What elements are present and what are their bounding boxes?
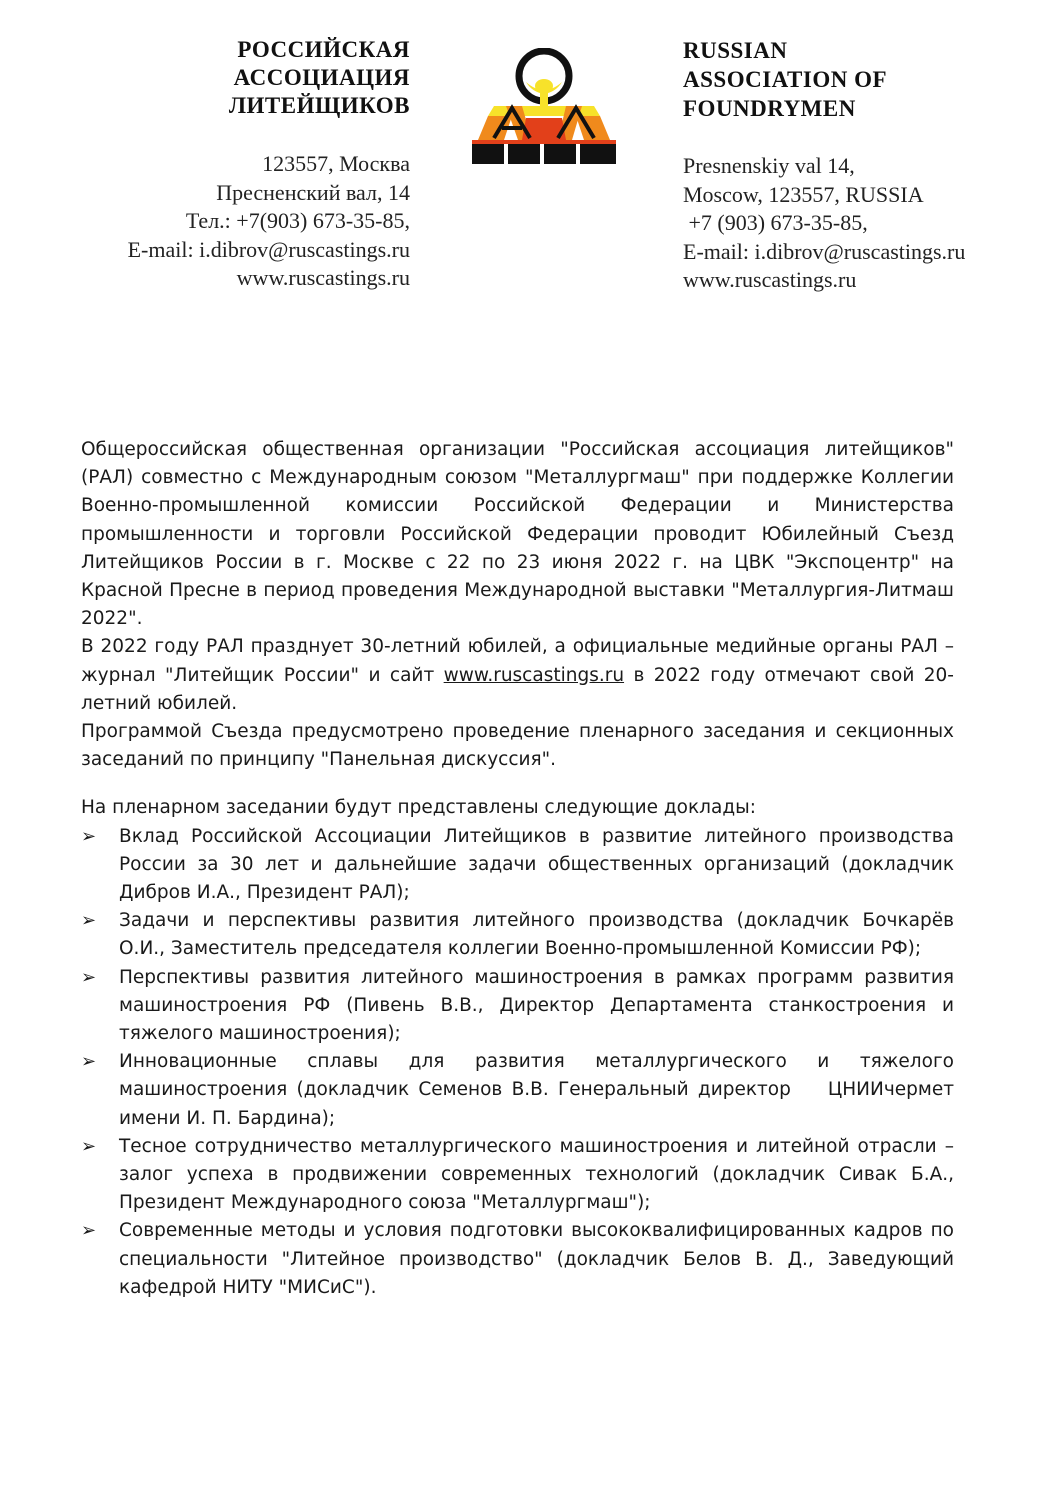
arrowhead-bullet-icon: ➢: [81, 910, 97, 932]
jubilee-text-end: в 2022 году отмечают свой 20-летний юбилей.: [81, 664, 954, 714]
address-ru: [128, 150, 410, 293]
arrowhead-bullet-icon: ➢: [81, 825, 97, 847]
letterhead: [0, 0, 1060, 320]
org-name-en-line: FOUNDRYMEN: [683, 96, 856, 121]
report-text: Вклад Российской Ассоциации Литейщиков в развитие литейного производства России за 30 лет и дальнейшие задачи общественных организаций (докладчик Дибров И.А., Президент РАЛ);: [119, 825, 954, 904]
list-item: [81, 907, 954, 963]
ladle-logo-icon: [464, 48, 624, 168]
arrowhead-bullet-icon: ➢: [81, 1135, 97, 1157]
report-text: Инновационные сплавы для развития металлургического и тяжелого машиностроения (докладчик Семенов В.В. Генеральный директор ЦНИИчермет имени И. П. Бардина);: [119, 1051, 960, 1129]
report-text: Современные методы и условия подготовки высококвалифицированных кадров по специальности "Литейное производство" (докладчик Белов В. Д., Заведующий кафедрой НИТУ "МИСиС").: [119, 1220, 954, 1298]
address-ru-line: 123557, Москва: [262, 151, 410, 176]
report-text: Задачи и перспективы развития литейного производства (докладчик Бочкарёв О.И., Заместитель председателя коллегии Военно-промышленной Комиссии РФ);: [119, 910, 954, 960]
phone-ru: Тел.: +7(903) 673-35-85,: [185, 208, 410, 233]
paragraph-reports-intro: На пленарном заседании будут представлены следующие доклады:: [81, 797, 756, 819]
address-en: [683, 152, 965, 295]
paragraph-intro: Общероссийская общественная организации "Российская ассоциация литейщиков" (РАЛ) совместно с Международным союзом "Металлургмаш" при поддержке Коллегии Военно-промышленной комиссии Российской Федерации и Министерства промышленности и торговли Российской Федерации проводит Юбилейный Съезд Литейщиков России в г. Москве с 22 по 23 июня 2022 г. на ЦВК "Экспоцентр" на Красной Пресне в период проведения Международной выставки "Металлургия-Литмаш 2022".: [81, 439, 954, 630]
org-name-ru-line: ЛИТЕЙЩИКОВ: [228, 93, 410, 118]
paragraph-jubilee: [81, 633, 954, 718]
list-item: [81, 1048, 960, 1133]
email-en[interactable]: E-mail: i.dibrov@ruscastings.ru: [683, 238, 966, 264]
org-name-ru: [229, 36, 410, 120]
reports-list: [81, 823, 960, 1302]
letter-body: [81, 436, 960, 1302]
report-text: Перспективы развития литейного машиностроения в рамках программ развития машиностроения РФ (Пивень В.В., Директор Департамента станкостроения и тяжелого машиностроения);: [119, 966, 954, 1045]
org-name-ru-line: АССОЦИАЦИЯ: [233, 65, 410, 90]
phone-en: +7 (903) 673-35-85,: [683, 210, 868, 235]
report-text: Тесное сотрудничество металлургического машиностроения и литейной отрасли – залог успеха в продвижении современных технологий (докладчик Сивак Б.А., Президент Международного союза "Металлургмаш");: [119, 1135, 954, 1214]
address-en-line: Presnenskiy val 14,: [683, 153, 855, 178]
address-ru-line: Пресненский вал, 14: [216, 179, 410, 205]
address-en-line: Moscow, 123557, RUSSIA: [683, 181, 924, 207]
website-ru[interactable]: www.ruscastings.ru: [236, 265, 410, 290]
jubilee-text-start: В 2022 году РАЛ празднует 30-летний юбилей, а официальные медийные органы РАЛ – журнал "Литейщик России" и сайт: [81, 636, 954, 686]
list-item: [81, 1217, 954, 1302]
paragraph-program: Программой Съезда предусмотрено проведение пленарного заседания и секционных заседаний по принципу "Панельная дискуссия".: [81, 721, 954, 771]
org-name-ru-line: РОССИЙСКАЯ: [237, 37, 410, 62]
email-ru[interactable]: E-mail: i.dibrov@ruscastings.ru: [127, 236, 410, 262]
org-name-en: [683, 36, 887, 123]
list-item: [81, 1133, 954, 1218]
list-item: [81, 823, 954, 908]
arrowhead-bullet-icon: ➢: [81, 1051, 97, 1073]
website-en[interactable]: www.ruscastings.ru: [683, 267, 857, 292]
website-link[interactable]: www.ruscastings.ru: [443, 664, 625, 686]
arrowhead-bullet-icon: ➢: [81, 966, 97, 988]
org-name-en-line: ASSOCIATION OF: [683, 67, 888, 92]
org-name-en-line: RUSSIAN: [683, 38, 788, 63]
list-item: [81, 964, 954, 1049]
arrowhead-bullet-icon: ➢: [81, 1220, 97, 1242]
